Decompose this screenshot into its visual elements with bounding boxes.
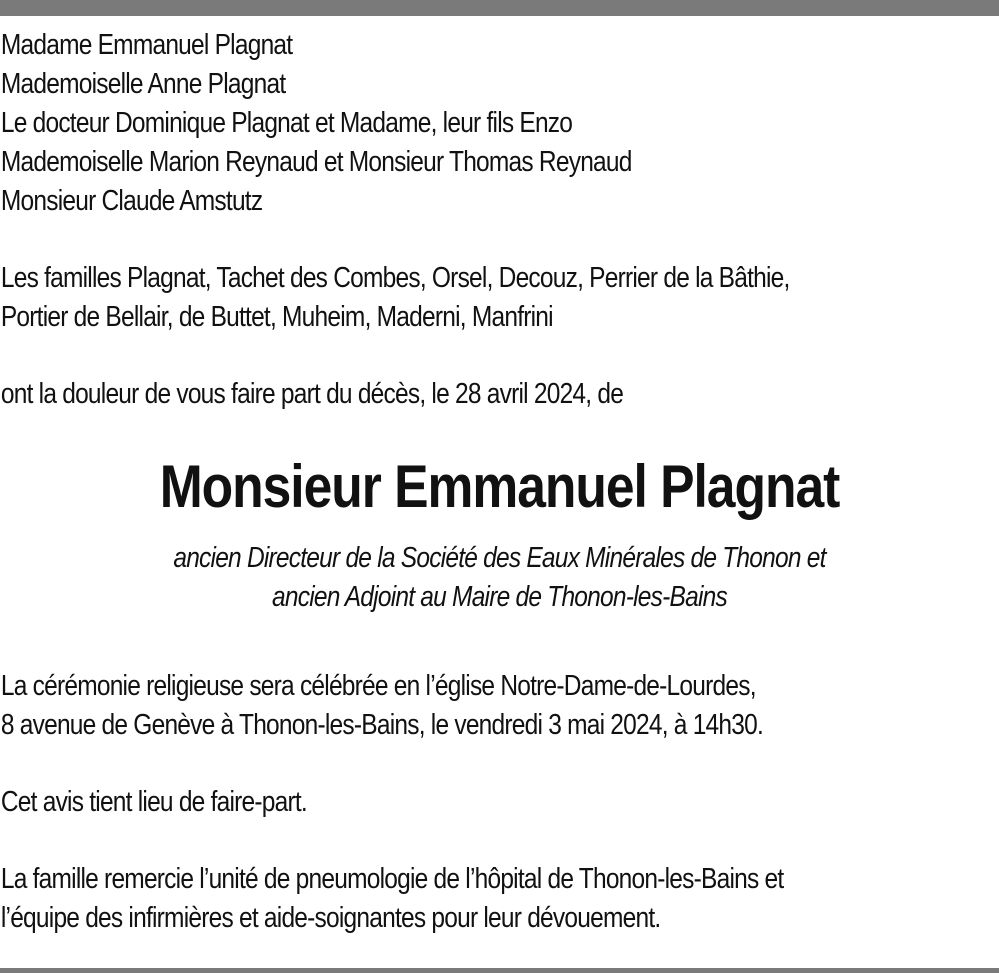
ceremony-block [0, 667, 999, 745]
families-block [0, 259, 999, 337]
announcer-line: Mademoiselle Anne Plagnat [0, 68, 286, 100]
families-line: Portier de Bellair, de Buttet, Muheim, Maderni, Manfrini [0, 301, 553, 333]
announcer-line: Le docteur Dominique Plagnat et Madame, leur fils Enzo [0, 107, 573, 139]
thanks-line: l’équipe des infirmières et aide-soignantes pour leur dévouement. [0, 902, 661, 934]
announcers-block [0, 26, 999, 221]
title-line: ancien Adjoint au Maire de Thonon-les-Bains [272, 581, 727, 613]
thanks-block [0, 860, 999, 938]
announcer-line: Monsieur Claude Amstutz [0, 185, 263, 217]
deceased-name: Monsieur Emmanuel Plagnat [159, 453, 840, 520]
notice-text: Cet avis tient lieu de faire-part. [0, 786, 307, 818]
title-line: ancien Directeur de la Société des Eaux Minérales de Thonon et [173, 542, 826, 574]
families-line: Les familles Plagnat, Tachet des Combes, Orsel, Decouz, Perrier de la Bâthie, [0, 262, 790, 294]
obituary-notice [0, 26, 999, 938]
ceremony-line: 8 avenue de Genève à Thonon-les-Bains, le vendredi 3 mai 2024, à 14h30. [0, 709, 764, 741]
announcer-line: Madame Emmanuel Plagnat [0, 29, 293, 61]
bottom-rule [0, 968, 999, 973]
ceremony-line: La cérémonie religieuse sera célébrée en l’église Notre-Dame-de-Lourdes, [0, 670, 756, 702]
announcement-text: ont la douleur de vous faire part du décès, le 28 avril 2024, de [0, 378, 624, 410]
announcer-line: Mademoiselle Marion Reynaud et Monsieur Thomas Reynaud [0, 146, 632, 178]
top-rule [0, 0, 999, 16]
deceased-titles [0, 539, 999, 617]
thanks-line: La famille remercie l’unité de pneumologie de l’hôpital de Thonon-les-Bains et [0, 863, 784, 895]
